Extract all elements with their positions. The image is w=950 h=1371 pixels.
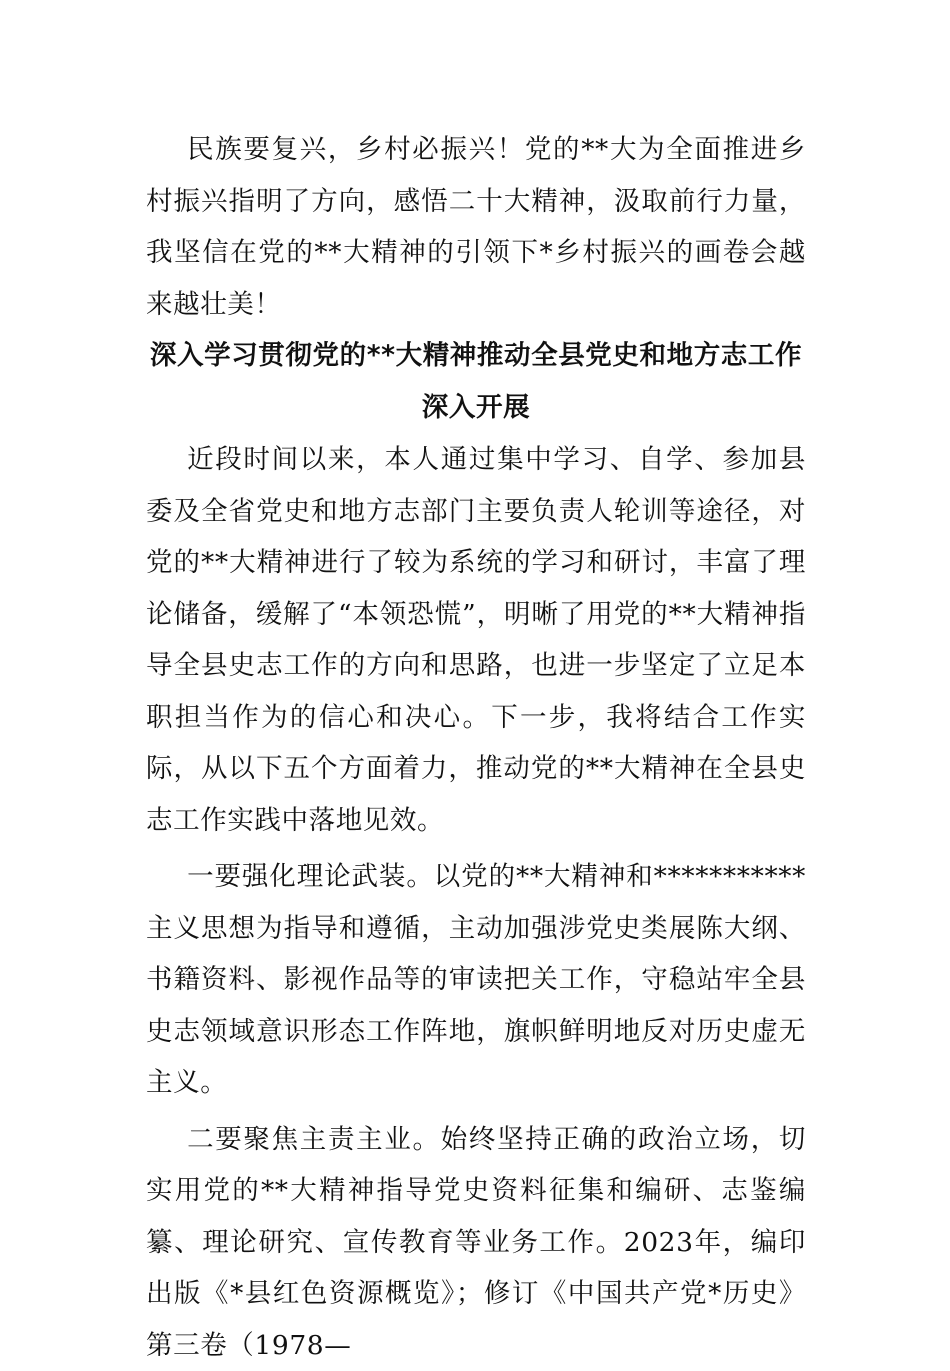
body-paragraph-1: 近段时间以来，本人通过集中学习、自学、参加县委及全省党史和地方志部门主要负责人轮训等途径，对党的**大精神进行了较为系统的学习和研讨，丰富了理论储备，缓解了“本领恐慌”，明晰了用党的**大精神指导全县史志工作的方向和思路，也进一步坚定了立足本职担当作为的信心和决心。下一步，我将结合工作实际，从以下五个方面着力，推动党的**大精神在全县史志工作实践中落地见效。: [146, 434, 806, 846]
intro-paragraph: 民族要复兴，乡村必振兴！党的**大为全面推进乡村振兴指明了方向，感悟二十大精神，汲取前行力量，我坚信在党的**大精神的引领下*乡村振兴的画卷会越来越壮美！: [146, 124, 806, 330]
document-page: [146, 124, 806, 1371]
section-title: 深入学习贯彻党的**大精神推动全县党史和地方志工作深入开展: [146, 330, 806, 434]
body-paragraph-2: 一要强化理论武装。以党的**大精神和***********主义思想为指导和遵循，主动加强涉党史类展陈大纲、书籍资料、影视作品等的审读把关工作，守稳站牢全县史志领域意识形态工作阵地，旗帜鲜明地反对历史虚无主义。: [146, 851, 806, 1109]
body-paragraph-3: 二要聚焦主责主业。始终坚持正确的政治立场，切实用党的**大精神指导党史资料征集和编研、志鉴编纂、理论研究、宣传教育等业务工作。2023年，编印出版《*县红色资源概览》；修订《中国共产党*历史》第三卷（1978—: [146, 1114, 806, 1371]
